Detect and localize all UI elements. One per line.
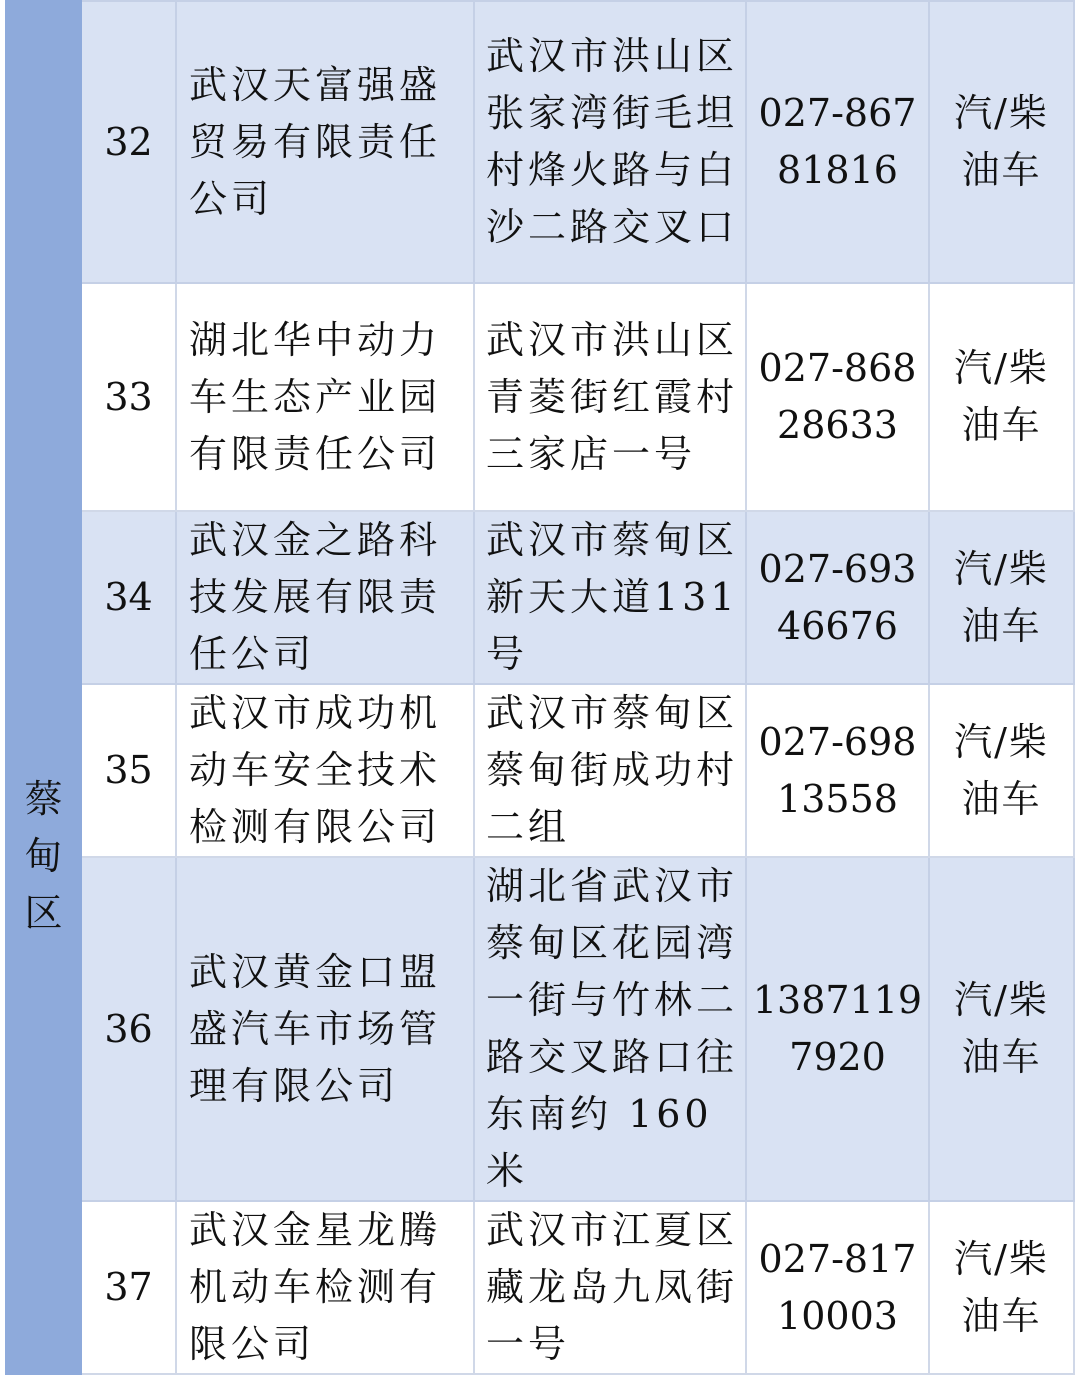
vehicle-type: 汽/柴 油车 (929, 511, 1074, 684)
row-number: 32 (81, 1, 176, 283)
table-row (6, 857, 1074, 1201)
company-address: 武汉市蔡甸区蔡甸街成功村二组 (474, 684, 746, 857)
vehicle-type: 汽/柴 油车 (929, 1201, 1074, 1374)
phone-number: 027-867 81816 (746, 1, 929, 283)
district-label: 蔡甸区 (24, 776, 63, 935)
vehicle-type: 汽/柴 油车 (929, 283, 1074, 511)
table-row (6, 283, 1074, 511)
company-address: 武汉市蔡甸区新天大道131 号 (474, 511, 746, 684)
company-address: 湖北省武汉市蔡甸区花园湾一街与竹林二路交叉路口往东南约 160 米 (474, 857, 746, 1201)
phone-number: 027-817 10003 (746, 1201, 929, 1374)
district-cell-hongshan (6, 1, 81, 511)
table-row (6, 684, 1074, 857)
vehicle-type: 汽/柴 油车 (929, 1, 1074, 283)
table-row (6, 511, 1074, 684)
company-name: 武汉金星龙腾机动车检测有限公司 (176, 1201, 474, 1374)
company-name: 武汉金之路科技发展有限责任公司 (176, 511, 474, 684)
phone-number: 027-693 46676 (746, 511, 929, 684)
row-number: 36 (81, 857, 176, 1201)
company-address: 武汉市洪山区张家湾街毛坦村烽火路与白沙二路交叉口 (474, 1, 746, 283)
table-row (6, 1201, 1074, 1374)
vehicle-type: 汽/柴 油车 (929, 684, 1074, 857)
vehicle-type: 汽/柴 油车 (929, 857, 1074, 1201)
company-address: 武汉市江夏区藏龙岛九凤街一号 (474, 1201, 746, 1374)
company-name: 武汉黄金口盟盛汽车市场管理有限公司 (176, 857, 474, 1201)
company-name: 武汉天富强盛贸易有限责任公司 (176, 1, 474, 283)
row-number: 37 (81, 1201, 176, 1374)
row-number: 33 (81, 283, 176, 511)
company-name: 湖北华中动力车生态产业园有限责任公司 (176, 283, 474, 511)
company-address: 武汉市洪山区青菱街红霞村三家店一号 (474, 283, 746, 511)
inspection-stations-table (5, 0, 1075, 1375)
district-cell-caidian (6, 511, 81, 1201)
phone-number: 1387119 7920 (746, 857, 929, 1201)
row-number: 34 (81, 511, 176, 684)
phone-number: 027-868 28633 (746, 283, 929, 511)
table-row (6, 1, 1074, 283)
company-name: 武汉市成功机动车安全技术检测有限公司 (176, 684, 474, 857)
row-number: 35 (81, 684, 176, 857)
district-cell-jiangxia (6, 1201, 81, 1374)
phone-number: 027-698 13558 (746, 684, 929, 857)
